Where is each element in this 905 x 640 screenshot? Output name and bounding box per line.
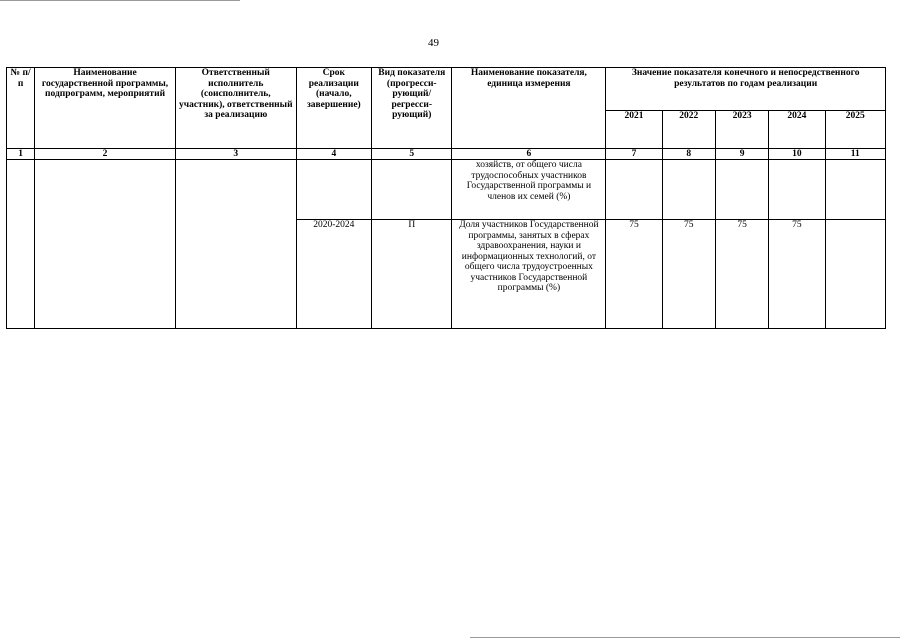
column-index: 6 xyxy=(452,149,606,160)
column-index: 7 xyxy=(606,149,662,160)
cell-executor xyxy=(175,160,296,329)
cell-indicator-name: хозяйств, от общего числа трудоспособных участников Государственной программы и членов их семей (%) xyxy=(452,160,606,220)
header-year-2024: 2024 xyxy=(769,110,825,148)
cell-indicator-name: Доля участников Государственной программы, занятых в сферах здравоохранения, науки и информационных технологий, от общего числа трудоустроенных участников Государственной программы (%) xyxy=(452,220,606,329)
table-row xyxy=(7,160,886,220)
cell-value-2023 xyxy=(715,160,768,220)
cell-value-2024: 75 xyxy=(769,220,825,329)
cell-value-2022 xyxy=(662,160,715,220)
header-executor: Ответственный исполнитель (соисполнитель, участник), ответственный за реализацию xyxy=(175,68,296,149)
cell-value-2025 xyxy=(825,220,885,329)
cell-program-name xyxy=(35,160,176,329)
cell-value-2021: 75 xyxy=(606,220,662,329)
header-year-2025: 2025 xyxy=(825,110,885,148)
page-number: 49 xyxy=(428,37,439,49)
cell-value-2023: 75 xyxy=(715,220,768,329)
column-index: 9 xyxy=(715,149,768,160)
column-index: 10 xyxy=(769,149,825,160)
header-indicator-name: Наименование показателя, единица измерения xyxy=(452,68,606,149)
header-num: № п/п xyxy=(7,68,35,149)
header-period: Срок реализации (начало, завершение) xyxy=(296,68,371,149)
header-year-2023: 2023 xyxy=(715,110,768,148)
indicator-table xyxy=(6,67,886,329)
header-year-2022: 2022 xyxy=(662,110,715,148)
cell-indicator-type: П xyxy=(372,220,452,329)
column-index: 4 xyxy=(296,149,371,160)
column-index-row xyxy=(7,149,886,160)
top-scan-line xyxy=(0,0,240,1)
cell-period: 2020-2024 xyxy=(296,220,371,329)
column-index: 3 xyxy=(175,149,296,160)
column-index: 2 xyxy=(35,149,176,160)
column-index: 1 xyxy=(7,149,35,160)
header-indicator-type: Вид показателя (прогресси-рующий/ регресси-рующий) xyxy=(372,68,452,149)
bottom-scan-line xyxy=(470,637,900,638)
cell-value-2024 xyxy=(769,160,825,220)
cell-period xyxy=(296,160,371,220)
cell-value-2022: 75 xyxy=(662,220,715,329)
header-year-2021: 2021 xyxy=(606,110,662,148)
header-program-name: Наименование государственной программы, подпрограмм, мероприятий xyxy=(35,68,176,149)
column-index: 8 xyxy=(662,149,715,160)
cell-value-2025 xyxy=(825,160,885,220)
cell-num xyxy=(7,160,35,329)
header-values-group: Значение показателя конечного и непосредственного результатов по годам реализации xyxy=(606,68,886,111)
column-index: 5 xyxy=(372,149,452,160)
column-index: 11 xyxy=(825,149,885,160)
cell-value-2021 xyxy=(606,160,662,220)
cell-indicator-type xyxy=(372,160,452,220)
